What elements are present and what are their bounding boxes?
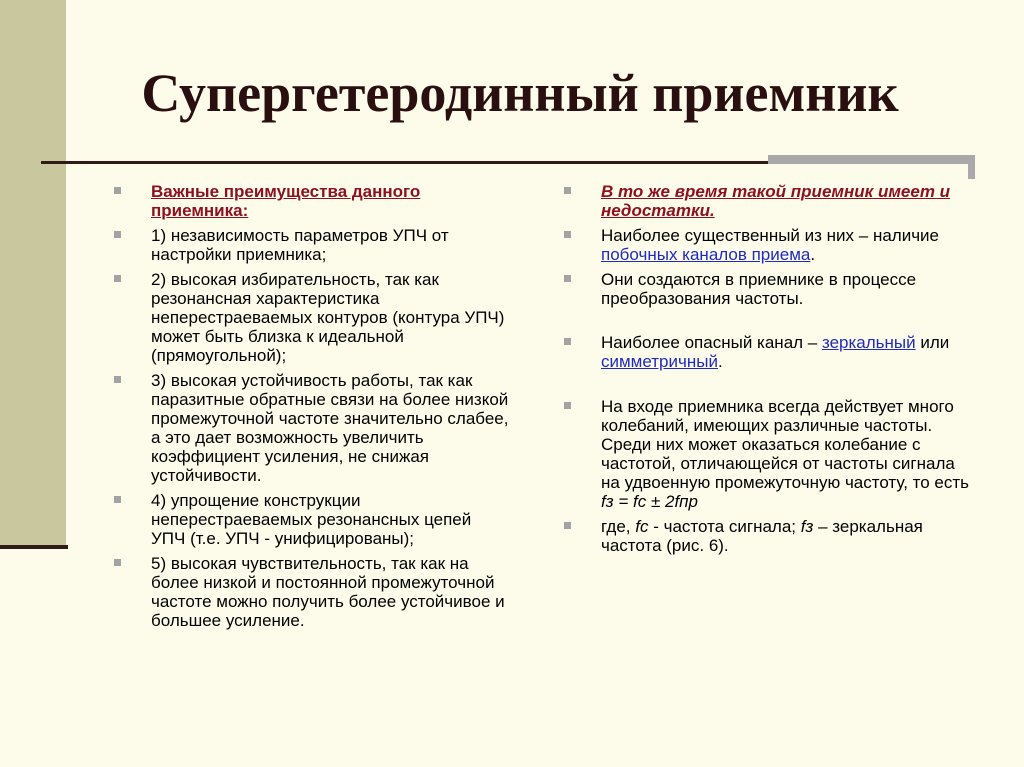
list-item: [560, 226, 970, 264]
drawback-text: Наиболее существенный из них – наличие: [601, 226, 940, 245]
punctuation: .: [810, 245, 816, 264]
list-item: [110, 226, 510, 264]
list-item: [560, 517, 970, 555]
definition-text: где,: [601, 517, 636, 536]
bullet-square-icon: [114, 559, 121, 566]
bullet-square-icon: [114, 275, 121, 282]
fc-symbol: fc: [635, 517, 649, 536]
bullet-square-icon: [564, 338, 571, 345]
bullet-square-icon: [564, 231, 571, 238]
drawback-text: На входе приемника всегда действует много колебаний, имеющих различные частоты. Среди них может оказаться колебание с частотой, отличающейся от частоты сигнала на удвоенную промежуточную частоту, то есть: [601, 397, 970, 492]
drawbacks-list: [560, 182, 970, 555]
decorative-gray-bar: [768, 155, 975, 164]
symmetric-channel-link[interactable]: симметричный: [601, 352, 718, 371]
list-item: [560, 333, 970, 371]
left-column: [110, 182, 510, 636]
fz-symbol: fз: [800, 517, 814, 536]
bullet-square-icon: [114, 376, 121, 383]
advantage-text: 3) высокая устойчивость работы, так как паразитные обратные связи на более низкой промежуточной частоте значительно слабее, а это дает возможность увеличить коэффициент усиления, не снижая устойчивости.: [151, 371, 509, 485]
page-title: Супергетеродинный приемник: [141, 63, 899, 123]
mirror-channel-link[interactable]: зеркальный: [821, 333, 916, 352]
advantages-heading: Важные преимущества данного приемника:: [151, 182, 421, 220]
side-channels-link[interactable]: побочных каналов приема: [601, 245, 811, 264]
list-item: [110, 491, 510, 548]
bullet-square-icon: [114, 496, 121, 503]
list-item: [110, 371, 510, 485]
decorative-gray-bar-end: [968, 155, 975, 179]
bullet-square-icon: [564, 275, 571, 282]
drawback-text: Они создаются в приемнике в процессе преобразования частоты.: [601, 270, 917, 308]
list-item: [560, 270, 970, 308]
definition-text: – зеркальная частота (рис. 6).: [601, 517, 923, 555]
drawbacks-heading: В то же время такой приемник имеет и недостатки.: [601, 182, 951, 220]
advantage-text: 4) упрощение конструкции неперестраеваемых резонансных цепей УПЧ (т.е. УПЧ - унифицированы);: [151, 491, 472, 548]
list-item: [110, 554, 510, 630]
bullet-square-icon: [114, 231, 121, 238]
advantages-list: [110, 182, 510, 630]
right-column: [560, 182, 970, 561]
advantage-text: 1) независимость параметров УПЧ от настройки приемника;: [151, 226, 449, 264]
bullet-square-icon: [114, 187, 121, 194]
connector-text: или: [915, 333, 950, 352]
drawback-text: Наиболее опасный канал –: [601, 333, 822, 352]
punctuation: .: [717, 352, 723, 371]
bullet-square-icon: [564, 187, 571, 194]
bullet-square-icon: [564, 522, 571, 529]
sidebar-divider: [0, 545, 68, 549]
advantage-text: 5) высокая чувствительность, так как на более низкой и постоянной промежуточной частоте можно получить более устойчивое и большее усиление.: [151, 554, 505, 630]
mirror-frequency-formula: fз = fc ± 2fпр: [601, 492, 698, 511]
definition-text: - частота сигнала;: [648, 517, 801, 536]
advantage-text: 2) высокая избирательность, так как резонансная характеристика неперестраеваемых контуров (контура УПЧ) может быть близка к идеальной (прямоугольной);: [151, 270, 505, 365]
bullet-square-icon: [564, 402, 571, 409]
list-item: [560, 397, 970, 511]
list-item: [110, 270, 510, 365]
list-item-heading: [110, 182, 510, 220]
list-item-heading: [560, 182, 970, 220]
